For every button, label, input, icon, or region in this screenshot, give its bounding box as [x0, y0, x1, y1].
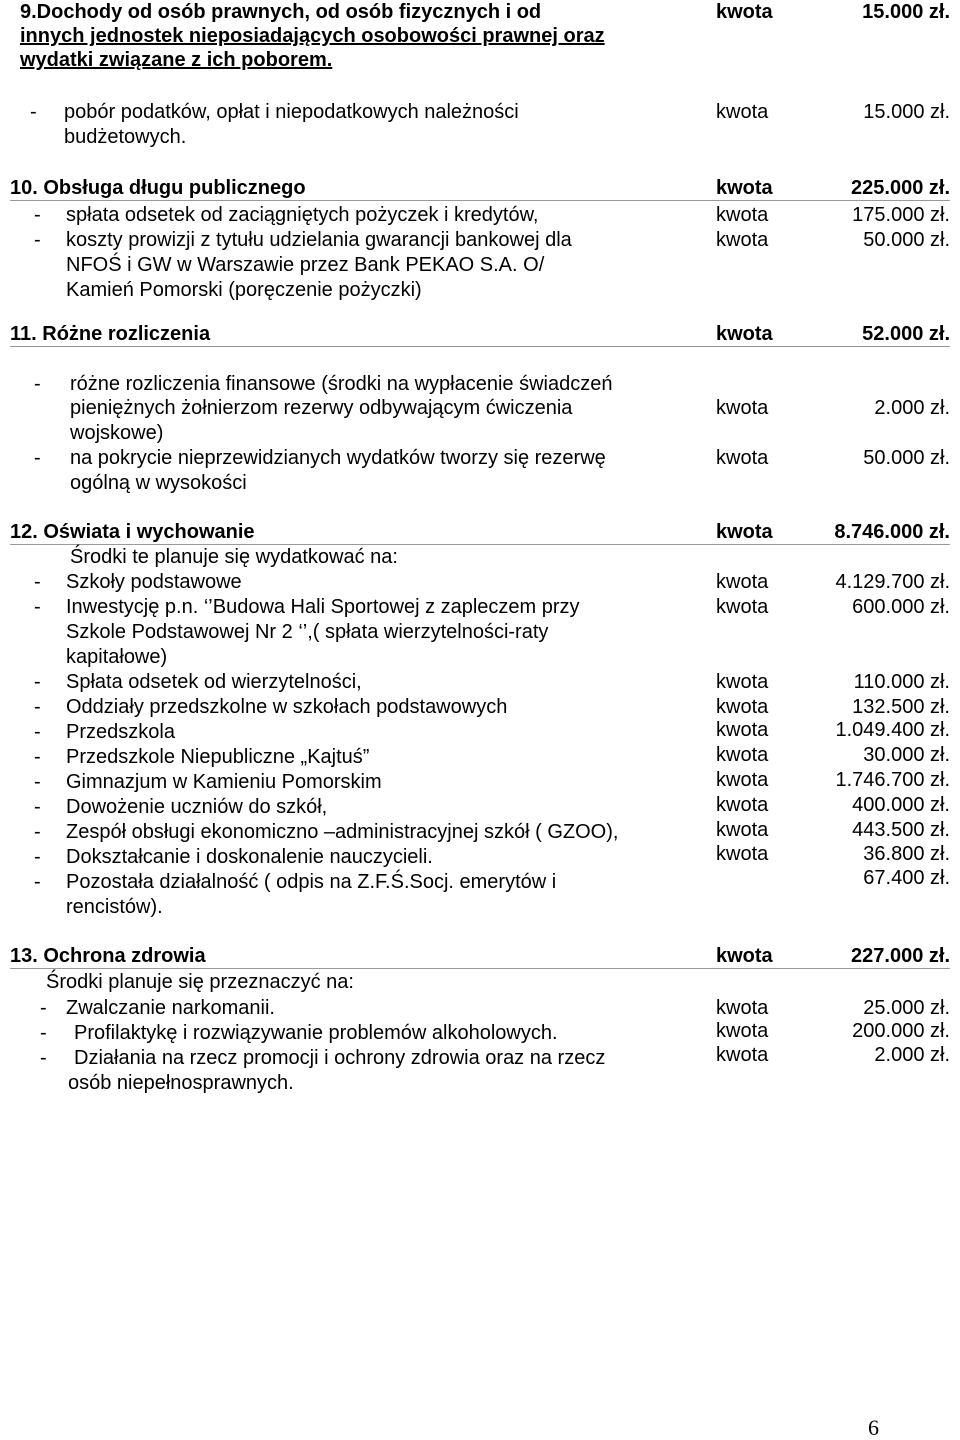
item-amount: 200.000 zł.: [852, 1020, 950, 1042]
item-text: Oddziały przedszkolne w szkołach podstawowych: [66, 696, 508, 718]
item-amount: 1.049.400 zł.: [835, 719, 950, 741]
item-amount: 2.000 zł.: [874, 1044, 950, 1066]
section-12-heading: 12. Oświata i wychowanie: [10, 521, 255, 543]
divider: [10, 968, 950, 969]
item-amount: 600.000 zł.: [852, 596, 950, 618]
item-dash: -: [34, 796, 41, 818]
item-dash: -: [34, 846, 41, 868]
item-text: Profilaktykę i rozwiązywanie problemów alkoholowych.: [74, 1022, 558, 1044]
item-dash: -: [30, 101, 37, 123]
item-amount: 25.000 zł.: [863, 997, 950, 1019]
item-text: kapitałowe): [66, 646, 168, 668]
section-10-heading: 10. Obsługa długu publicznego: [10, 177, 306, 199]
item-amount: 443.500 zł.: [852, 819, 950, 841]
item-dash: -: [34, 204, 41, 226]
item-amount: 36.800 zł.: [863, 843, 950, 865]
item-amount: 110.000 zł.: [853, 671, 950, 693]
item-dash: -: [40, 1022, 47, 1044]
item-text: Zespół obsługi ekonomiczno –administracyjnej szkół ( GZOO),: [66, 821, 619, 843]
item-text: pieniężnych żołnierzom rezerwy odbywającym ćwiczenia: [70, 397, 573, 419]
item-kwota: kwota: [716, 744, 769, 766]
item-kwota: kwota: [716, 571, 769, 593]
page-number: 6: [868, 1415, 879, 1440]
item-dash: -: [34, 229, 41, 251]
item-text: Spłata odsetek od wierzytelności,: [66, 671, 362, 693]
item-dash: -: [40, 1047, 47, 1069]
item-kwota: kwota: [716, 769, 769, 791]
item-amount: 132.500 zł.: [852, 696, 950, 718]
item-kwota: kwota: [716, 101, 769, 123]
item-dash: -: [34, 721, 41, 743]
item-amount: 15.000 zł.: [863, 101, 950, 123]
section-9-heading-line1: 9.Dochody od osób prawnych, od osób fizycznych i od: [20, 1, 542, 23]
item-dash: -: [34, 571, 41, 593]
item-dash: -: [40, 997, 47, 1019]
section-12-intro: Środki te planuje się wydatkować na:: [70, 546, 398, 568]
section-12-kwota: kwota: [716, 521, 773, 543]
item-kwota: kwota: [716, 843, 769, 865]
item-text: Dokształcanie i doskonalenie nauczycieli.: [66, 846, 433, 868]
section-13-amount: 227.000 zł.: [851, 945, 950, 967]
section-13-intro: Środki planuje się przeznaczyć na:: [46, 971, 354, 993]
item-kwota: kwota: [716, 1020, 769, 1042]
section-11-kwota: kwota: [716, 323, 773, 345]
section-10-amount: 225.000 zł.: [851, 177, 950, 199]
item-dash: -: [34, 696, 41, 718]
divider: [10, 346, 950, 347]
section-12-amount: 8.746.000 zł.: [834, 521, 950, 543]
item-text: na pokrycie nieprzewidzianych wydatków tworzy się rezerwę: [70, 447, 606, 469]
item-kwota: kwota: [716, 397, 769, 419]
item-kwota: kwota: [716, 696, 769, 718]
item-kwota: kwota: [716, 719, 769, 741]
item-amount: 400.000 zł.: [852, 794, 950, 816]
item-text: NFOŚ i GW w Warszawie przez Bank PEKAO S.A. O/: [66, 254, 545, 276]
item-text: Inwestycję p.n. ‘’Budowa Hali Sportowej z zapleczem przy: [66, 596, 580, 618]
item-kwota: kwota: [716, 671, 769, 693]
section-9-heading-line2: innych jednostek nieposiadających osobowości prawnej oraz: [20, 25, 605, 47]
section-9-amount: 15.000 zł.: [862, 1, 950, 23]
item-text: pobór podatków, opłat i niepodatkowych należności: [64, 101, 519, 123]
item-amount: 67.400 zł.: [863, 867, 950, 889]
item-amount: 30.000 zł.: [863, 744, 950, 766]
item-text: Szkoły podstawowe: [66, 571, 242, 593]
item-text: Zwalczanie narkomanii.: [66, 997, 275, 1019]
item-dash: -: [34, 821, 41, 843]
item-dash: -: [34, 373, 41, 395]
item-kwota: kwota: [716, 819, 769, 841]
item-amount: 50.000 zł.: [863, 229, 950, 251]
item-text: osób niepełnosprawnych.: [68, 1072, 294, 1094]
item-amount: 175.000 zł.: [852, 204, 950, 226]
section-9-heading-line3: wydatki związane z ich poborem.: [20, 49, 333, 71]
item-dash: -: [34, 746, 41, 768]
item-dash: -: [34, 871, 41, 893]
item-dash: -: [34, 671, 41, 693]
section-11-amount: 52.000 zł.: [862, 323, 950, 345]
item-amount: 50.000 zł.: [863, 447, 950, 469]
item-text: Pozostała działalność ( odpis na Z.F.Ś.Socj. emerytów i: [66, 871, 557, 893]
item-text: Szkole Podstawowej Nr 2 ‘’,( spłata wierzytelności-raty: [66, 621, 549, 643]
item-kwota: kwota: [716, 794, 769, 816]
item-text: ogólną w wysokości: [70, 472, 247, 494]
item-kwota: kwota: [716, 447, 769, 469]
item-amount: 4.129.700 zł.: [835, 571, 950, 593]
item-text: spłata odsetek od zaciągniętych pożyczek i kredytów,: [66, 204, 539, 226]
item-kwota: kwota: [716, 596, 769, 618]
item-text: różne rozliczenia finansowe (środki na wypłacenie świadczeń: [70, 373, 613, 395]
item-text: Działania na rzecz promocji i ochrony zdrowia oraz na rzecz: [74, 1047, 606, 1069]
item-kwota: kwota: [716, 997, 769, 1019]
item-text: Gimnazjum w Kamieniu Pomorskim: [66, 771, 382, 793]
item-dash: -: [34, 447, 41, 469]
section-13-kwota: kwota: [716, 945, 773, 967]
item-amount: 2.000 zł.: [874, 397, 950, 419]
item-dash: -: [34, 771, 41, 793]
item-kwota: kwota: [716, 1044, 769, 1066]
item-amount: 1.746.700 zł.: [835, 769, 950, 791]
item-text: wojskowe): [70, 422, 164, 444]
item-text: budżetowych.: [64, 126, 187, 148]
divider: [10, 200, 950, 201]
item-text: Przedszkole Niepubliczne „Kajtuś”: [66, 746, 370, 768]
item-text: koszty prowizji z tytułu udzielania gwarancji bankowej dla: [66, 229, 572, 251]
section-9-kwota: kwota: [716, 1, 773, 23]
section-10-kwota: kwota: [716, 177, 773, 199]
section-11-heading: 11. Różne rozliczenia: [10, 323, 211, 345]
section-13-heading: 13. Ochrona zdrowia: [10, 945, 206, 967]
item-text: Kamień Pomorski (poręczenie pożyczki): [66, 279, 422, 301]
item-text: Dowożenie uczniów do szkół,: [66, 796, 328, 818]
item-kwota: kwota: [716, 204, 769, 226]
item-dash: -: [34, 596, 41, 618]
item-text: rencistów).: [66, 896, 163, 918]
item-text: Przedszkola: [66, 721, 175, 743]
item-kwota: kwota: [716, 229, 769, 251]
